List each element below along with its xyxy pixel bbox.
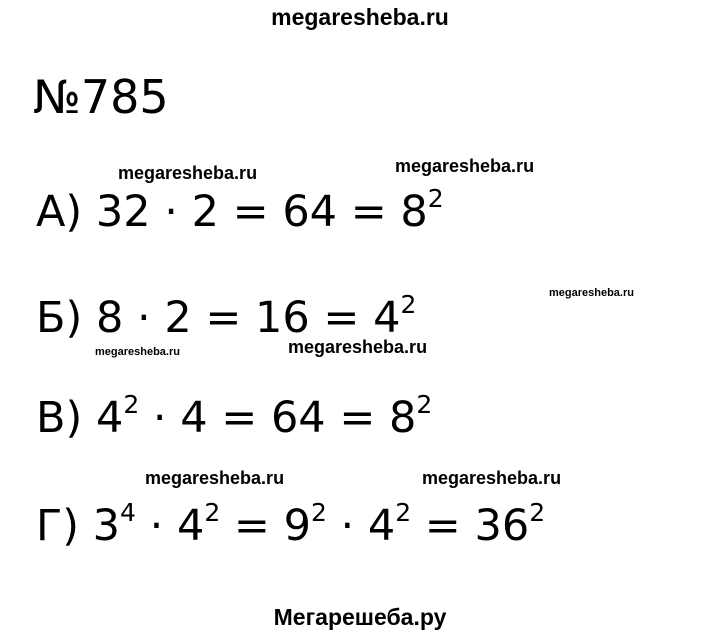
- equation-b-exponent: 2: [400, 290, 417, 319]
- watermark-g-left: megaresheba.ru: [145, 468, 285, 488]
- equation-b-label: Б): [36, 293, 83, 343]
- equation-v-base: 4: [95, 393, 124, 443]
- equation-g-term-4: = 36: [411, 501, 530, 551]
- equation-v-rest: · 4 = 64 = 8: [139, 393, 417, 443]
- equation-g-term-2: = 9: [220, 501, 311, 551]
- equation-g-term-1: · 4: [135, 501, 205, 551]
- equation-a-exponent: 2: [427, 184, 444, 213]
- equation-v-exponent-2: 2: [416, 390, 433, 419]
- equation-b: [36, 290, 417, 343]
- equation-g-base-1: 3: [92, 501, 121, 551]
- equation-v-exponent-1: 2: [123, 390, 140, 419]
- equation-g-exponent-2: 2: [204, 498, 221, 527]
- equation-v: [36, 390, 433, 443]
- equation-g-exponent-1: 4: [120, 498, 136, 527]
- watermark-g-right: megaresheba.ru: [422, 468, 562, 488]
- equation-a-expr: 32 · 2 = 64 = 8: [95, 187, 428, 237]
- problem-number: №785: [33, 70, 169, 124]
- watermark-bottom: Мегарешеба.ру: [273, 604, 447, 630]
- equation-g-exponent-5: 2: [529, 498, 546, 527]
- equation-g-exponent-4: 2: [395, 498, 412, 527]
- watermark-b-left-small: megaresheba.ru: [95, 346, 180, 358]
- equation-g-exponent-3: 2: [310, 498, 327, 527]
- equation-a-label: А): [36, 187, 83, 237]
- equation-a: [36, 184, 444, 237]
- equation-g: [36, 498, 546, 551]
- watermark-b-right: megaresheba.ru: [549, 287, 634, 299]
- watermark-top: megaresheba.ru: [271, 4, 449, 30]
- watermark-a-right: megaresheba.ru: [395, 156, 535, 176]
- watermark-b-center: megaresheba.ru: [288, 337, 428, 357]
- watermark-a-left: megaresheba.ru: [118, 163, 258, 183]
- equation-b-expr: 8 · 2 = 16 = 4: [95, 293, 401, 343]
- equation-g-label: Г): [36, 501, 79, 551]
- equation-g-term-3: · 4: [326, 501, 396, 551]
- equation-v-label: В): [36, 393, 83, 443]
